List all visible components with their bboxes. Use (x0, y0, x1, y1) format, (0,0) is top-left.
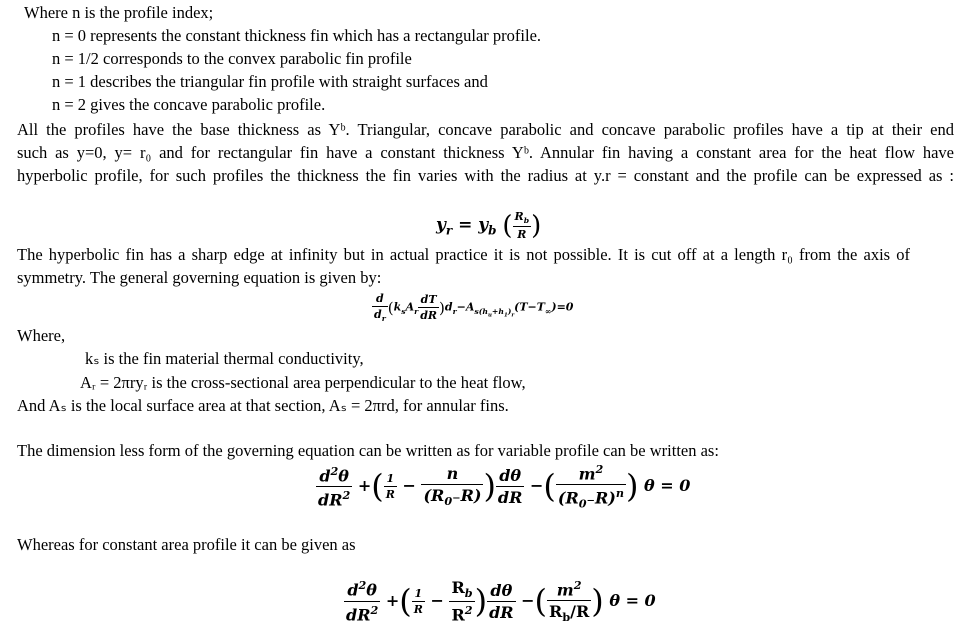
profile-item: n = 1/2 corresponds to the convex parabolic fin profile (52, 49, 412, 68)
profile-item: n = 2 gives the concave parabolic profile. (52, 95, 326, 114)
equation-dimensionless-variable: $\frac{d^2\theta}{dR^2}$ +( $\frac{1}{R}$ − $\frac{n}{(R_0_-R)}$ ) $\frac{d\theta}{dR}$ −( $\frac{m^2}{(R_0_-R)^n}$ ) θ = 0 (318, 462, 691, 511)
intro-text: Where n is the profile index; (24, 3, 214, 22)
paragraph-line: hyperbolic profile, for such profiles the thickness the fin varies with the radius at y.r = constant and the profile can be expressed as : (17, 166, 954, 185)
definition-item: kₛ is the fin material thermal conductivity, (85, 349, 364, 368)
equation-dimensionless-constant: $\frac{d^2\theta}{dR^2}$ +( $\frac{1}{R}$ − $\frac{R_b}{R^2}$ ) $\frac{d\theta}{dR}$ −( $\frac{m^2}{R_b/R}$ ) θ = 0 (346, 578, 656, 625)
where-label: Where, (17, 326, 66, 345)
definition-item: Aᵣ = 2πryᵣ is the cross-sectional area perpendicular to the heat flow, (80, 373, 526, 392)
equation-hyperbolic-profile: $y_r = y_b$ ( $\frac{R_b}{R}$ ) (436, 210, 542, 242)
paragraph-line: symmetry. The general governing equation is given by: (17, 268, 382, 287)
paragraph-line: such as y=0, y= r₀ and for rectangular fin have a constant thickness Yᵇ. Annular fin having a constant area for the heat flow have (17, 143, 954, 162)
paragraph-line: Whereas for constant area profile it can be given as (17, 535, 356, 554)
profile-item: n = 0 represents the constant thickness fin which has a rectangular profile. (52, 26, 542, 45)
paragraph-line: The hyperbolic fin has a sharp edge at infinity but in actual practice it is not possible. It is cut off at a length r₀ from the axis of (17, 245, 910, 264)
paragraph-line: All the profiles have the base thickness as Yᵇ. Triangular, concave parabolic and concave parabolic profiles have a tip at their end (17, 120, 954, 139)
paragraph-line: The dimension less form of the governing equation can be written as for variable profile can be written as: (17, 441, 719, 460)
equation-governing: $\frac{d}{d_r}$ ($k_sA_r$ $\frac{dT}{dR}$ )$d_r-A_{s(h_u+h_1)_r}(T-T_\infty)=0$ (374, 292, 574, 324)
definition-item: And Aₛ is the local surface area at that section, Aₛ = 2πrd, for annular fins. (17, 396, 509, 415)
profile-item: n = 1 describes the triangular fin profile with straight surfaces and (52, 72, 488, 91)
